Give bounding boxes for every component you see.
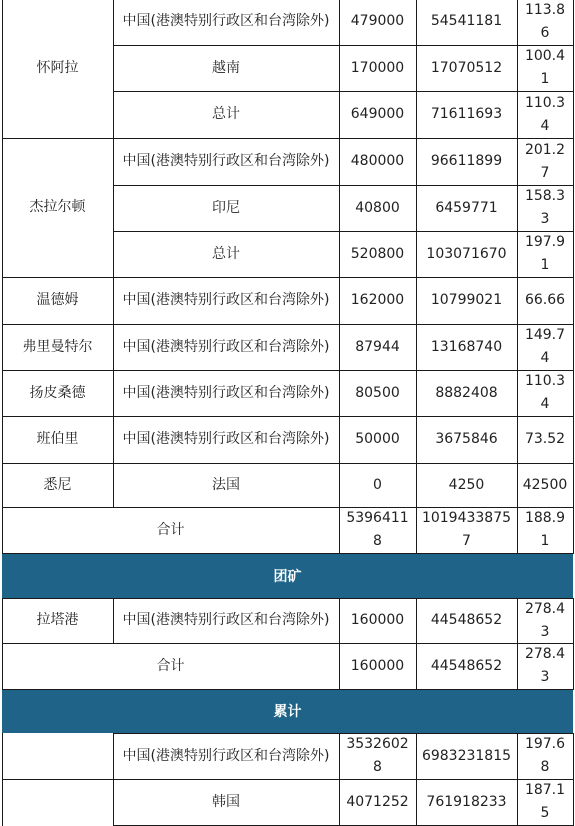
column-divider <box>339 463 340 507</box>
column-divider <box>339 0 340 45</box>
column-divider <box>113 779 114 825</box>
row-divider <box>2 689 574 690</box>
port-name-cell: 拉塔港 <box>36 612 79 628</box>
column-divider <box>416 779 417 825</box>
column-divider <box>573 324 574 370</box>
column-divider <box>113 0 114 45</box>
column-divider <box>2 416 3 463</box>
port-name-cell <box>2 733 113 779</box>
column-divider <box>339 138 340 185</box>
column-divider <box>517 598 518 643</box>
quantity-cell: 480000 <box>350 153 405 169</box>
value-cell: 44548652 <box>430 657 503 674</box>
column-divider <box>573 45 574 91</box>
value-cell: 44548652 <box>430 612 503 628</box>
column-divider <box>2 0 3 45</box>
column-divider <box>416 277 417 324</box>
column-divider <box>113 416 114 463</box>
port-name-cell <box>2 779 113 825</box>
column-divider <box>517 507 518 553</box>
column-divider <box>416 733 417 779</box>
country-cell: 总计 <box>212 245 240 262</box>
column-divider <box>2 507 3 553</box>
value-cell: 103071670 <box>426 245 507 262</box>
column-divider <box>113 185 114 231</box>
price-cell: 197.68 <box>524 736 566 775</box>
column-divider <box>573 416 574 463</box>
column-divider <box>517 45 518 91</box>
price-cell: 278.43 <box>524 600 566 640</box>
quantity-cell: 50000 <box>355 431 400 447</box>
column-divider <box>2 277 3 324</box>
quantity-cell: 170000 <box>350 59 405 76</box>
column-divider <box>517 324 518 370</box>
column-divider <box>2 185 3 231</box>
column-divider <box>113 324 114 370</box>
port-name-cell: 班伯里 <box>36 431 79 447</box>
country-cell: 中国(港澳特别行政区和台湾除外) <box>122 153 330 169</box>
column-divider <box>2 370 3 416</box>
price-cell: 73.52 <box>524 431 566 447</box>
column-divider <box>113 277 114 324</box>
section-header: 累计 <box>2 689 573 733</box>
column-divider <box>416 45 417 91</box>
column-divider <box>573 733 574 779</box>
column-divider <box>416 370 417 416</box>
value-cell: 6983231815 <box>421 747 512 764</box>
column-divider <box>339 45 340 91</box>
column-divider <box>416 416 417 463</box>
column-divider <box>339 91 340 138</box>
column-divider <box>573 370 574 416</box>
country-cell: 中国(港澳特别行政区和台湾除外) <box>122 612 330 628</box>
value-cell: 4250 <box>448 476 485 493</box>
quantity-cell: 35326028 <box>346 736 409 775</box>
quantity-cell: 160000 <box>350 657 405 674</box>
column-divider <box>573 507 574 553</box>
value-cell: 71611693 <box>430 106 503 122</box>
price-cell: 158.33 <box>524 188 566 227</box>
column-divider <box>573 185 574 231</box>
price-cell: 197.91 <box>524 234 566 273</box>
column-divider <box>339 370 340 416</box>
column-divider <box>416 91 417 138</box>
column-divider <box>2 231 3 277</box>
port-name-cell: 杰拉尔顿 <box>29 199 86 215</box>
price-cell: 66.66 <box>524 292 566 308</box>
column-divider <box>339 185 340 231</box>
country-cell: 印尼 <box>212 199 240 216</box>
country-cell: 中国(港澳特别行政区和台湾除外) <box>122 13 330 29</box>
port-name-cell: 温德姆 <box>36 292 79 308</box>
country-cell: 法国 <box>212 476 240 493</box>
column-divider <box>339 507 340 553</box>
column-divider <box>517 138 518 185</box>
port-name-cell: 怀阿拉 <box>36 59 79 76</box>
column-divider <box>416 185 417 231</box>
country-cell: 越南 <box>212 59 240 76</box>
value-cell: 17070512 <box>430 59 503 76</box>
column-divider <box>2 91 3 138</box>
value-cell: 10799021 <box>430 292 503 308</box>
country-cell: 中国(港澳特别行政区和台湾除外) <box>122 431 330 447</box>
column-divider <box>517 463 518 507</box>
column-divider <box>113 598 114 643</box>
quantity-cell: 0 <box>373 476 382 493</box>
column-divider <box>573 643 574 689</box>
quantity-cell: 162000 <box>350 292 405 308</box>
country-cell: 总计 <box>212 106 240 122</box>
column-divider <box>113 463 114 507</box>
port-name-cell: 弗里曼特尔 <box>22 338 93 355</box>
quantity-cell: 4071252 <box>346 793 409 810</box>
column-divider <box>416 507 417 553</box>
value-cell: 6459771 <box>435 199 498 216</box>
column-divider <box>2 138 3 185</box>
column-divider <box>517 185 518 231</box>
column-divider <box>339 598 340 643</box>
column-divider <box>517 733 518 779</box>
column-divider <box>339 733 340 779</box>
value-cell: 54541181 <box>430 13 503 29</box>
column-divider <box>113 45 114 91</box>
quantity-cell: 80500 <box>355 384 400 401</box>
quantity-cell: 479000 <box>350 13 405 29</box>
column-divider <box>517 277 518 324</box>
column-divider <box>416 598 417 643</box>
value-cell: 8882408 <box>435 384 498 401</box>
country-cell: 中国(港澳特别行政区和台湾除外) <box>122 747 330 764</box>
column-divider <box>113 370 114 416</box>
column-divider <box>573 463 574 507</box>
section-header: 团矿 <box>2 553 573 598</box>
price-cell: 100.41 <box>524 48 566 87</box>
row-divider <box>113 733 574 734</box>
column-divider <box>416 138 417 185</box>
column-divider <box>339 231 340 277</box>
country-cell: 韩国 <box>212 793 240 810</box>
value-cell: 3675846 <box>435 431 498 447</box>
value-cell: 13168740 <box>430 338 503 355</box>
column-divider <box>2 324 3 370</box>
price-cell: 110.34 <box>524 373 566 412</box>
total-label-cell: 合计 <box>156 657 185 674</box>
country-cell: 中国(港澳特别行政区和台湾除外) <box>122 292 330 308</box>
quantity-cell: 53964118 <box>346 510 409 549</box>
column-divider <box>517 370 518 416</box>
quantity-cell: 649000 <box>350 106 405 122</box>
row-divider <box>2 553 574 554</box>
column-divider <box>2 733 3 826</box>
column-divider <box>517 643 518 689</box>
quantity-cell: 87944 <box>355 338 400 355</box>
column-divider <box>113 91 114 138</box>
column-divider <box>517 779 518 825</box>
column-divider <box>573 779 574 825</box>
port-name-cell: 悉尼 <box>43 476 72 493</box>
quantity-cell: 40800 <box>355 199 400 216</box>
column-divider <box>517 231 518 277</box>
column-divider <box>113 138 114 185</box>
price-cell: 278.43 <box>524 646 566 685</box>
column-divider <box>339 324 340 370</box>
column-divider <box>573 138 574 185</box>
column-divider <box>573 0 574 45</box>
column-divider <box>416 643 417 689</box>
column-divider <box>2 643 3 689</box>
column-divider <box>517 91 518 138</box>
column-divider <box>517 416 518 463</box>
price-cell: 113.86 <box>524 1 566 41</box>
port-name-cell: 扬皮桑德 <box>29 384 86 401</box>
price-cell: 110.34 <box>524 94 566 134</box>
column-divider <box>573 598 574 643</box>
column-divider <box>339 643 340 689</box>
column-divider <box>339 277 340 324</box>
column-divider <box>573 231 574 277</box>
column-divider <box>339 416 340 463</box>
column-divider <box>416 324 417 370</box>
column-divider <box>573 91 574 138</box>
row-divider <box>2 598 574 599</box>
country-cell: 中国(港澳特别行政区和台湾除外) <box>122 338 330 355</box>
total-label-cell: 合计 <box>156 521 185 538</box>
column-divider <box>2 45 3 91</box>
country-cell: 中国(港澳特别行政区和台湾除外) <box>122 384 330 401</box>
column-divider <box>113 733 114 779</box>
column-divider <box>517 0 518 45</box>
column-divider <box>2 598 3 643</box>
column-divider <box>339 779 340 825</box>
value-cell: 10194338757 <box>421 510 512 549</box>
price-cell: 149.74 <box>524 327 566 366</box>
price-cell: 201.27 <box>524 141 566 181</box>
value-cell: 761918233 <box>426 793 507 810</box>
column-divider <box>2 463 3 507</box>
column-divider <box>416 0 417 45</box>
quantity-cell: 160000 <box>350 612 405 628</box>
column-divider <box>416 231 417 277</box>
column-divider <box>113 231 114 277</box>
price-cell: 187.15 <box>524 782 566 821</box>
price-cell: 42500 <box>522 476 568 493</box>
price-cell: 188.91 <box>524 510 566 549</box>
column-divider <box>573 277 574 324</box>
quantity-cell: 520800 <box>350 245 405 262</box>
column-divider <box>416 463 417 507</box>
value-cell: 96611899 <box>430 153 503 169</box>
